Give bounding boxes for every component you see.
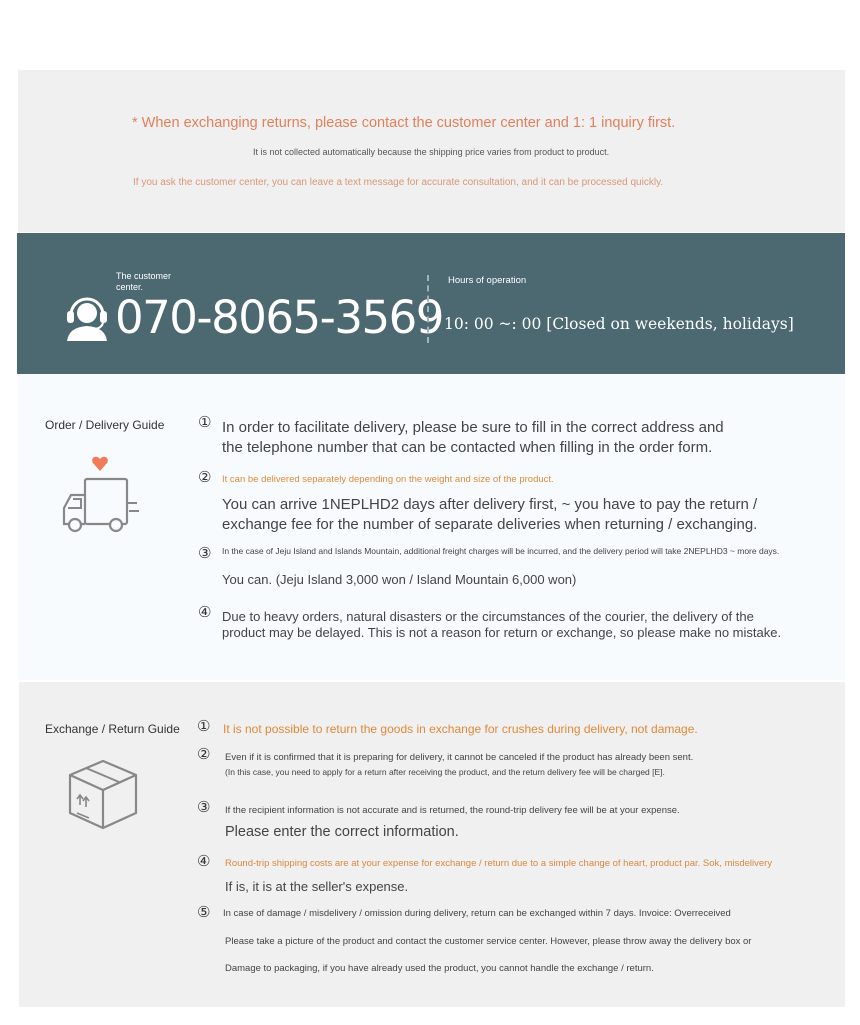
box-icon [67,758,139,832]
order-item-4-number: ④ [198,603,212,621]
exchange-item-3-number: ③ [197,798,211,816]
order-item-3-line-1: You can. (Jeju Island 3,000 won / Island Mountain 6,000 won) [222,572,577,587]
exchange-item-5-number: ⑤ [197,903,211,921]
exchange-guide-title: Exchange / Return Guide [45,722,180,736]
notice-headline: * When exchanging returns, please contact the customer center and 1: 1 inquiry first. [132,115,676,131]
hours-value: 10: 00 ~: 00 [Closed on weekends, holidays] [444,315,794,333]
order-delivery-section [18,375,845,680]
exchange-item-4-line-1: Round-trip shipping costs are at your expense for exchange / return due to a simple change of heart, product par. Sok, misdelivery [225,858,773,869]
exchange-return-section [19,682,845,1007]
hours-label: Hours of operation [448,275,527,286]
exchange-item-4-number: ④ [197,852,211,870]
order-guide-title: Order / Delivery Guide [45,418,165,432]
delivery-truck-icon [61,455,141,535]
order-item-1-number: ① [198,413,212,431]
exchange-item-1-line-1: It is not possible to return the goods in exchange for crushes during delivery, not damage. [223,722,698,736]
phone-number[interactable]: 070-8065-3569 [115,291,443,344]
order-item-2-number: ② [198,468,212,486]
exchange-item-3-line-2: Please enter the correct information. [225,824,459,840]
order-item-1-line-1: In order to facilitate delivery, please be sure to fill in the correct address and [222,419,724,436]
order-item-2-note: It can be delivered separately depending on the weight and size of the product. [222,474,554,485]
exchange-item-3-line-1: If the recipient information is not accurate and is returned, the round-trip delivery fee will be at your expense. [225,805,680,816]
exchange-item-2-line-2: (In this case, you need to apply for a return after receiving the product, and the return delivery fee will be charged [E]. [225,767,665,777]
contact-banner [17,233,845,374]
order-item-3-number: ③ [198,544,212,562]
order-item-4-line-1: Due to heavy orders, natural disasters or the circumstances of the courier, the delivery of the [222,609,754,624]
notice-line-1: It is not collected automatically because the shipping price varies from product to product. [253,147,610,157]
exchange-item-5-line-3: Damage to packaging, if you have already used the product, you cannot handle the exchange / return. [225,963,654,974]
exchange-item-1-number: ① [197,717,211,735]
notice-line-2: If you ask the customer center, you can leave a text message for accurate consultation, and it can be processed quickly. [133,177,664,188]
order-item-1-line-2: the telephone number that can be contacted when filling in the order form. [222,439,713,456]
headset-icon [65,291,109,341]
exchange-item-5-line-2: Please take a picture of the product and contact the customer service center. However, please throw away the delivery box or [225,936,752,947]
divider [427,275,429,343]
order-item-4-line-2: product may be delayed. This is not a reason for return or exchange, so please make no mistake. [222,625,782,640]
exchange-item-4-line-2: If is, it is at the seller's expense. [225,879,409,894]
exchange-item-2-line-1: Even if it is confirmed that it is preparing for delivery, it cannot be canceled if the product has already been sent. [225,752,694,763]
order-item-3-note: In the case of Jeju Island and Islands Mountain, additional freight charges will be incurred, and the delivery period will take 2NEPLHD3 ~ more days. [222,546,780,556]
customer-center-label: The customer center. [116,271,172,292]
heart-icon [92,457,108,471]
exchange-item-2-number: ② [197,745,211,763]
exchange-item-5-line-1: In case of damage / misdelivery / omission during delivery, return can be exchanged within 7 days. Invoice: Overreceived [223,908,731,919]
notice-panel [18,70,845,232]
order-item-2-line-1: You can arrive 1NEPLHD2 days after delivery first, ~ you have to pay the return / [222,496,758,513]
order-item-2-line-2: exchange fee for the number of separate deliveries when returning / exchanging. [222,516,758,533]
